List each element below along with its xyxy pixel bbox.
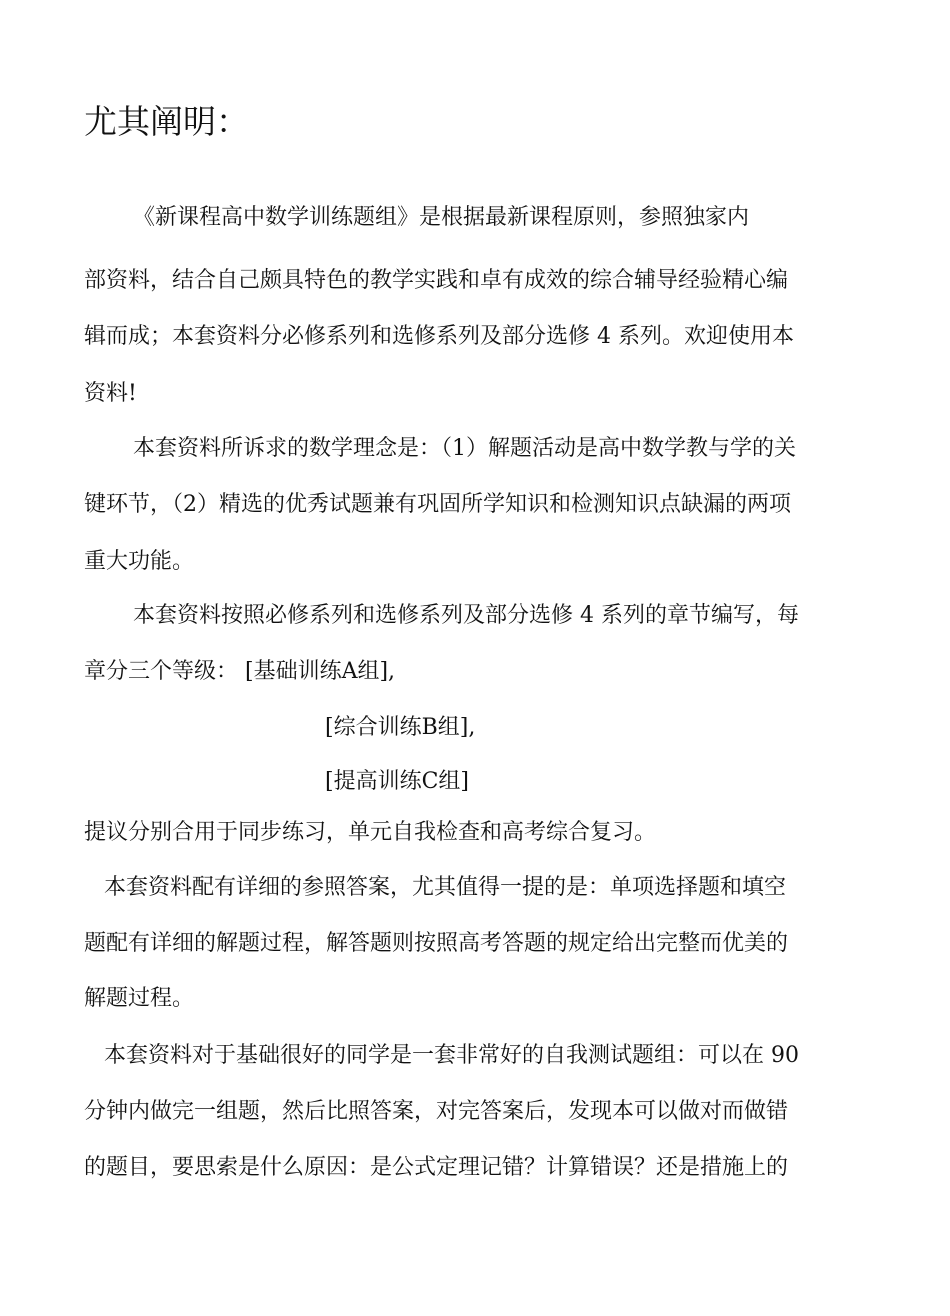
paragraph-line: 本套资料对于基础很好的同学是一套非常好的自我测试题组：可以在 90 [104, 1043, 799, 1068]
paragraph-line: 题配有详细的解题过程，解答题则按照高考答题的规定给出完整而优美的 [84, 931, 789, 956]
paragraph-line: 部资料，结合自己颇具特色的教学实践和卓有成效的综合辅导经验精心编 [84, 268, 789, 293]
paragraph-line: 章分三个等级： [基础训练A组], [84, 659, 396, 684]
paragraph-line: 重大功能。 [84, 549, 195, 574]
paragraph-line: 《新课程高中数学训练题组》是根据最新课程原则，参照独家内 [133, 205, 750, 230]
paragraph-line: 辑而成；本套资料分必修系列和选修系列及部分选修 4 系列。欢迎使用本 [84, 324, 794, 349]
paragraph-line: 本套资料按照必修系列和选修系列及部分选修 4 系列的章节编写，每 [133, 603, 799, 628]
paragraph-line: 解题过程。 [84, 986, 195, 1011]
paragraph-line: 提议分别合用于同步练习，单元自我检查和高考综合复习。 [84, 820, 657, 845]
paragraph-line: 的题目，要思索是什么原因：是公式定理记错？计算错误？还是措施上的 [84, 1155, 789, 1180]
paragraph-line: 本套资料配有详细的参照答案，尤其值得一提的是：单项选择题和填空 [104, 875, 787, 900]
paragraph-line: 资料! [84, 381, 137, 406]
paragraph-line: [综合训练B组], [325, 715, 476, 740]
page-heading: 尤其阐明： [84, 102, 249, 141]
paragraph-line: [提高训练C组] [325, 769, 469, 794]
paragraph-line: 本套资料所诉求的数学理念是：（1）解题活动是高中数学教与学的关 [133, 436, 796, 461]
paragraph-line: 分钟内做完一组题，然后比照答案，对完答案后，发现本可以做对而做错 [84, 1099, 789, 1124]
paragraph-line: 键环节，（2）精选的优秀试题兼有巩固所学知识和检测知识点缺漏的两项 [84, 492, 791, 517]
